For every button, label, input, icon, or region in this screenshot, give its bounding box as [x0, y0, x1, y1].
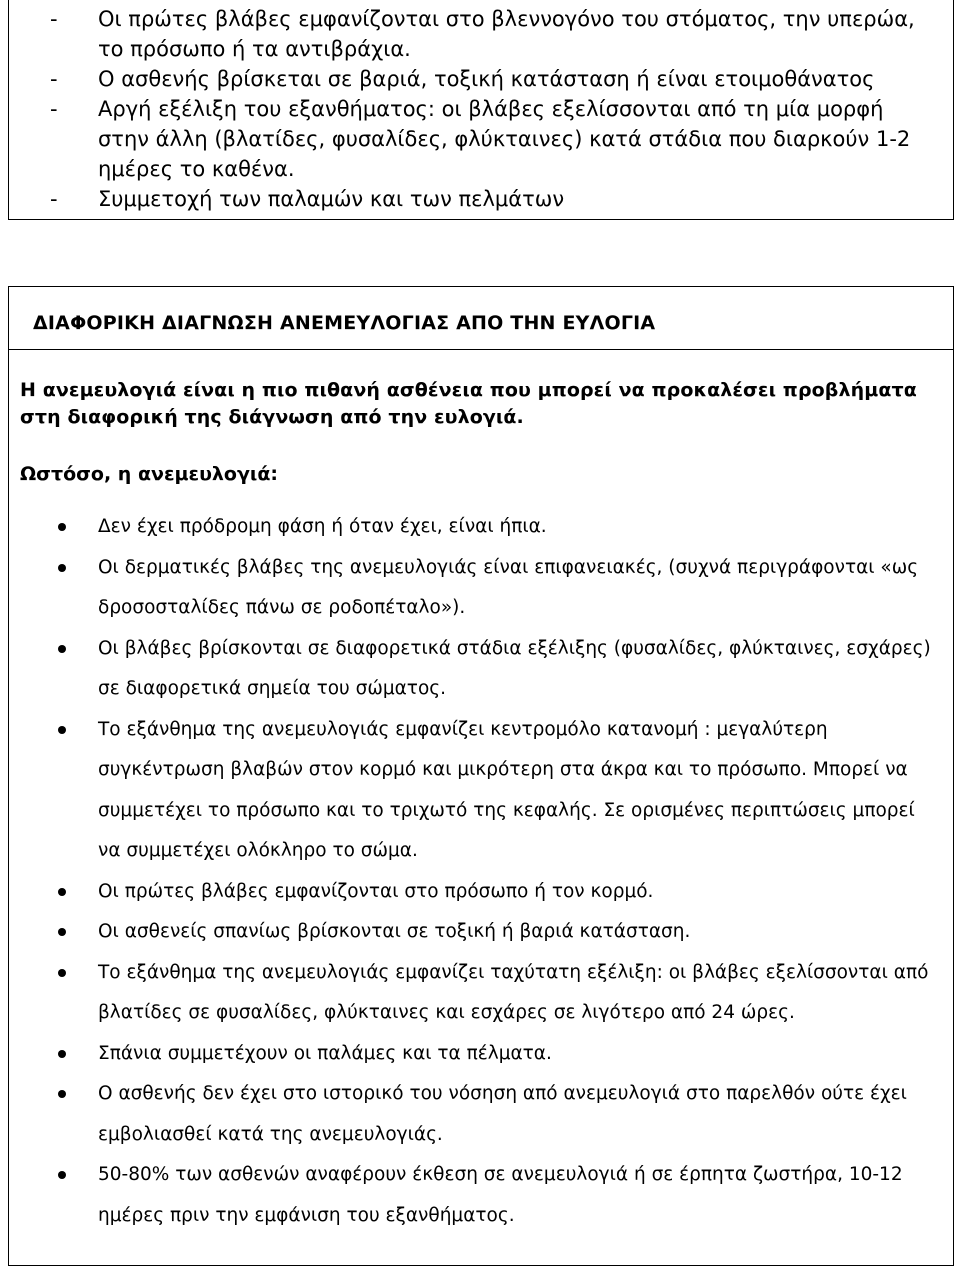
list-item: [50, 64, 940, 94]
bullet-icon: [58, 888, 66, 896]
bullet-icon: [58, 1090, 66, 1098]
bullet-icon: [58, 1171, 66, 1179]
bullet-icon: [58, 564, 66, 572]
list-item: [58, 912, 938, 953]
list-item-text: Δεν έχει πρόδρομη φάση ή όταν έχει, είναι ήπια.: [98, 516, 547, 537]
top-dash-list: [50, 4, 940, 214]
list-item: [58, 710, 938, 872]
list-item-text: Αργή εξέλιξη του εξανθήματος: οι βλάβες εξελίσσονται από τη μία μορφή στην άλλη (βλατίδες, φυσαλίδες, φλύκταινες) κατά στάδια που διαρκούν 1-2 ημέρες το καθένα.: [98, 97, 911, 181]
intro-paragraph: Η ανεμευλογιά είναι η πιο πιθανή ασθένεια που μπορεί να προκαλέσει προβλήματα στη διαφορική της διάγνωση από την ευλογιά.: [20, 379, 917, 428]
list-item-text: Ο ασθενής βρίσκεται σε βαριά, τοξική κατάσταση ή είναι ετοιμοθάνατος: [98, 67, 875, 91]
section-heading: ΔΙΑΦΟΡΙΚΗ ΔΙΑΓΝΩΣΗ ΑΝΕΜΕΥΛΟΓΙΑΣ ΑΠΟ ΤΗΝ ΕΥΛΟΓΙΑ: [33, 312, 656, 334]
list-item: [58, 872, 938, 913]
dash-marker: -: [50, 97, 58, 121]
list-item-text: Ο ασθενής δεν έχει στο ιστορικό του νόσηση από ανεμευλογιά στο παρελθόν ούτε έχει εμβολιασθεί κατά της ανεμευλογιάς.: [98, 1083, 907, 1145]
bullet-icon: [58, 928, 66, 936]
list-item: [58, 548, 938, 629]
list-item: [58, 1034, 938, 1075]
list-item-text: Το εξάνθημα της ανεμευλογιάς εμφανίζει κεντρομόλο κατανομή : μεγαλύτερη συγκέντρωση βλαβών στον κορμό και μικρότερη στα άκρα και το πρόσωπο. Μπορεί να συμμετέχει το πρόσωπο και το τριχωτό της κεφαλής. Σε ορισμένες περιπτώσεις μπορεί να συμμετέχει ολόκληρο το σώμα.: [98, 718, 915, 861]
list-item-text: Συμμετοχή των παλαμών και των πελμάτων: [98, 187, 565, 211]
bullet-icon: [58, 969, 66, 977]
bullet-icon: [58, 645, 66, 653]
dash-marker: -: [50, 187, 58, 211]
bullet-icon: [58, 523, 66, 531]
list-item-text: Οι πρώτες βλάβες εμφανίζονται στο πρόσωπο ή τον κορμό.: [98, 880, 654, 902]
list-item-text: Οι ασθενείς σπανίως βρίσκονται σε τοξική ή βαριά κατάσταση.: [98, 921, 691, 942]
bullet-icon: [58, 1050, 66, 1058]
list-item-text: Οι δερματικές βλάβες της ανεμευλογιάς είναι επιφανειακές, (συχνά περιγράφονται «ως δροσοσταλίδες πάνω σε ροδοπέταλο»).: [98, 556, 919, 618]
list-item-text: Το εξάνθημα της ανεμευλογιάς εμφανίζει ταχύτατη εξέλιξη: οι βλάβες εξελίσσονται από βλατίδες σε φυσαλίδες, φλύκταινες και εσχάρες σε λιγότερο από 24 ώρες.: [98, 961, 929, 1023]
list-item: [50, 94, 940, 184]
dash-marker: -: [50, 67, 58, 91]
list-item: [58, 1155, 938, 1236]
bullet-icon: [58, 726, 66, 734]
list-item: [58, 1074, 938, 1155]
list-item-text: Οι πρώτες βλάβες εμφανίζονται στο βλεννογόνο του στόματος, την υπερώα, το πρόσωπο ή τα αντιβράχια.: [98, 7, 915, 61]
however-label: Ωστόσο, η ανεμευλογιά:: [20, 463, 278, 485]
list-item: [50, 4, 940, 64]
bullet-list: [58, 507, 938, 1236]
list-item: [58, 507, 938, 548]
list-item: [58, 953, 938, 1034]
list-item: [58, 629, 938, 710]
heading-divider: [8, 349, 954, 350]
list-item-text: Σπάνια συμμετέχουν οι παλάμες και τα πέλματα.: [98, 1042, 552, 1064]
dash-marker: -: [50, 7, 58, 31]
list-item-text: Οι βλάβες βρίσκονται σε διαφορετικά στάδια εξέλιξης (φυσαλίδες, φλύκταινες, εσχάρες) σε διαφορετικά σημεία του σώματος.: [98, 637, 931, 699]
list-item-text: 50-80% των ασθενών αναφέρουν έκθεση σε ανεμευλογιά ή σε έρπητα ζωστήρα, 10-12 ημέρες πριν την εμφάνιση του εξανθήματος.: [98, 1164, 903, 1226]
list-item: [50, 184, 940, 214]
